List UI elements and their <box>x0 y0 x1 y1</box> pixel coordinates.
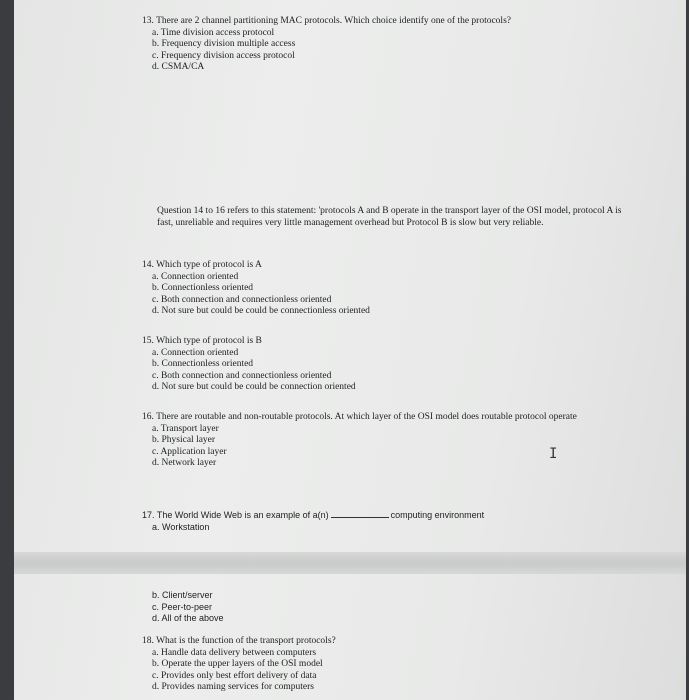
q13-option-c: c. Frequency division access protocol <box>152 50 295 61</box>
q18-option-c: c. Provides only best effort delivery of data <box>152 670 317 681</box>
q17-option-b: b. Client/server <box>152 590 213 600</box>
question-16 <box>142 412 612 470</box>
passage-text: Question 14 to 16 refers to this statement: 'protocols A and B operate in the transport layer of the OSI model, protocol A is fast, unreliable and requires very little management overhead but Protocol B is slow but very reliable. <box>157 206 622 228</box>
q16-option-a: a. Transport layer <box>152 423 219 434</box>
scanned-page <box>14 0 686 700</box>
question-18 <box>142 636 642 694</box>
q16-option-d: d. Network layer <box>152 458 217 469</box>
question-16-stem: 16. There are routable and non-routable protocols. At which layer of the OSI model does routable protocol operate <box>142 412 577 422</box>
question-17-stem-before: 17. The World Wide Web is an example of a(n) <box>142 510 329 520</box>
q18-option-d: d. Provides naming services for computers <box>152 682 314 693</box>
question-13 <box>142 16 642 74</box>
q13-option-d: d. CSMA/CA <box>152 62 205 73</box>
question-17 <box>142 510 642 533</box>
question-14-stem: 14. Which type of protocol is A <box>142 260 262 270</box>
q14-option-d: d. Not sure but could be could be connectionless oriented <box>152 306 370 317</box>
q14-option-a: a. Connection oriented <box>152 271 239 282</box>
q14-option-b: b. Connectionless oriented <box>152 283 254 294</box>
q17-option-d: d. All of the above <box>152 613 224 624</box>
question-13-stem: 13. There are 2 channel partitioning MAC protocols. Which choice identify one of the protocols? <box>142 16 511 26</box>
text-cursor-icon: I <box>549 446 558 462</box>
question-17-continued <box>142 590 642 625</box>
q16-option-b: b. Physical layer <box>152 435 216 446</box>
question-17-stem <box>142 510 642 522</box>
question-15 <box>142 336 642 394</box>
q17-option-a: a. Workstation <box>152 521 210 532</box>
question-15-stem: 15. Which type of protocol is B <box>142 336 262 346</box>
question-14 <box>142 260 642 318</box>
question-18-stem: 18. What is the function of the transport protocols? <box>142 636 336 646</box>
q15-option-b: b. Connectionless oriented <box>152 359 254 370</box>
passage-statement <box>157 206 625 229</box>
q15-option-c: c. Both connection and connectionless oriented <box>152 370 332 381</box>
q16-option-c: c. Application layer <box>152 446 227 457</box>
q13-option-a: a. Time division access protocol <box>152 27 275 38</box>
question-17-stem-after: computing environment <box>390 510 485 520</box>
q18-option-a: a. Handle data delivery between computers <box>152 647 317 658</box>
page-break-divider <box>14 552 686 574</box>
q17-option-c: c. Peer-to-peer <box>152 601 213 612</box>
q15-option-d: d. Not sure but could be could be connection oriented <box>152 382 356 393</box>
q15-option-a: a. Connection oriented <box>152 347 239 358</box>
answer-blank <box>331 517 389 518</box>
q18-option-b: b. Operate the upper layers of the OSI model <box>152 659 323 670</box>
q13-option-b: b. Frequency division multiple access <box>152 39 296 50</box>
q14-option-c: c. Both connection and connectionless oriented <box>152 294 332 305</box>
